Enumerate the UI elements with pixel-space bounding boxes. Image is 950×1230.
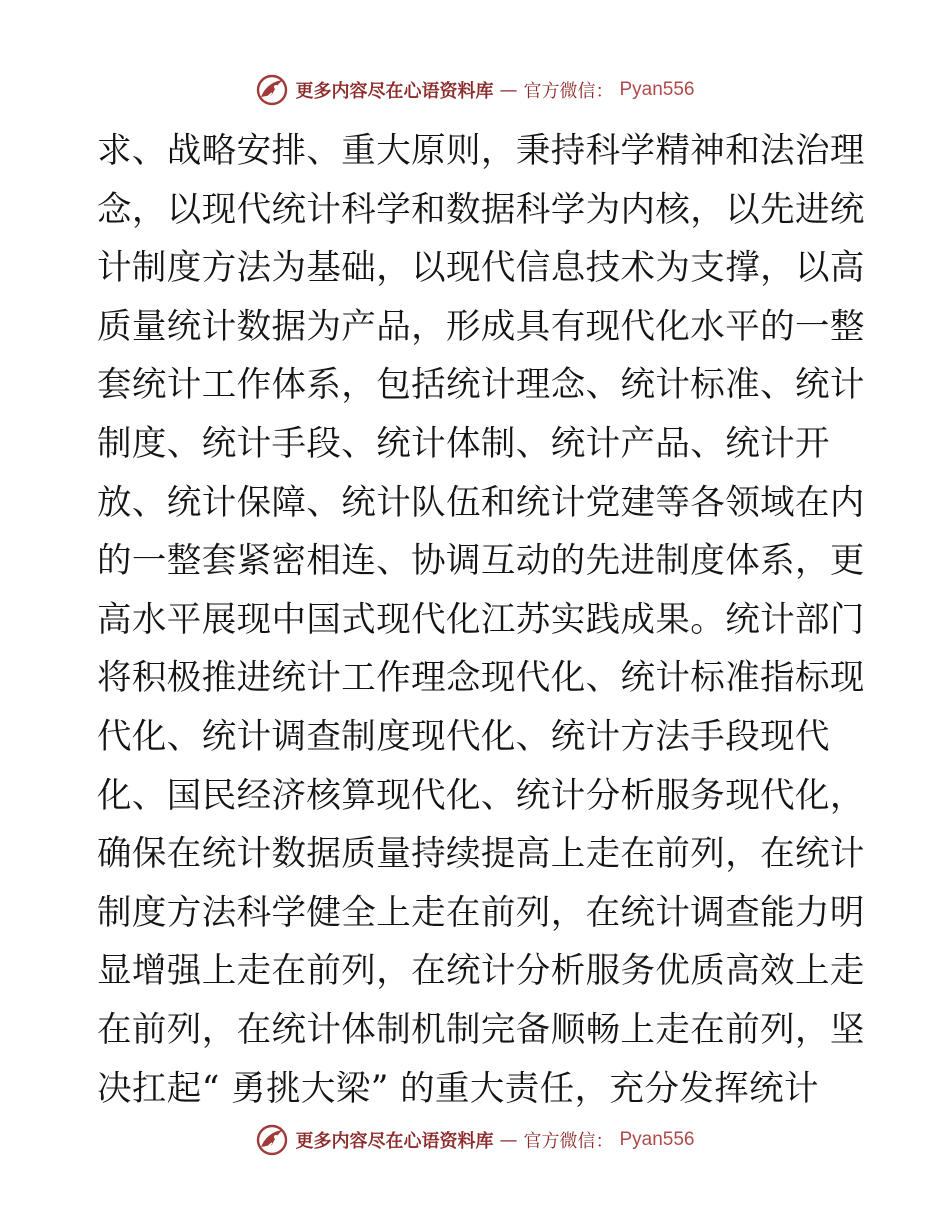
document-body xyxy=(97,122,865,1118)
page-header xyxy=(0,70,950,110)
pen-nib-logo-icon xyxy=(255,73,289,107)
body-line: 的一整套紧密相连、协调互动的先进制度体系，更 xyxy=(97,541,865,582)
body-line: 计制度方法为基础，以现代信息技术为支撑，以高 xyxy=(97,248,865,289)
body-line: 在前列，在统计体制机制完备顺畅上走在前列，坚 xyxy=(97,1009,865,1050)
body-line: 高水平展现中国式现代化江苏实践成果。统计部门 xyxy=(97,599,865,640)
header-separator: — xyxy=(499,79,518,101)
body-line: 决扛起“ 勇挑大梁” 的重大责任，充分发挥统计 xyxy=(97,1068,819,1109)
header-brand-text: 更多内容尽在心语资料库 xyxy=(295,81,494,102)
footer-wechat-id: Pyan556 xyxy=(619,1129,695,1150)
body-line: 念，以现代统计科学和数据科学为内核，以先进统 xyxy=(97,189,865,230)
body-line: 代化、统计调查制度现代化、统计方法手段现代 xyxy=(97,716,830,757)
footer-wechat-label: 官方微信： xyxy=(523,1131,614,1152)
footer-brand-text: 更多内容尽在心语资料库 xyxy=(295,1131,494,1152)
footer-brand xyxy=(255,1123,694,1157)
body-line: 显增强上走在前列，在统计分析服务优质高效上走 xyxy=(97,951,865,992)
header-brand xyxy=(255,73,694,107)
body-line: 制度、统计手段、统计体制、统计产品、统计开 xyxy=(97,423,830,464)
body-line: 制度方法科学健全上走在前列，在统计调查能力明 xyxy=(97,892,865,933)
body-line: 求、战略安排、重大原则，秉持科学精神和法治理 xyxy=(97,131,865,171)
header-wechat-label: 官方微信： xyxy=(523,81,614,102)
pen-nib-logo-icon xyxy=(255,1123,289,1157)
body-line: 放、统计保障、统计队伍和统计党建等各领域在内 xyxy=(97,482,865,523)
body-line: 确保在统计数据质量持续提高上走在前列，在统计 xyxy=(97,834,865,875)
body-line: 套统计工作体系，包括统计理念、统计标准、统计 xyxy=(97,365,865,406)
header-wechat-id: Pyan556 xyxy=(619,79,695,100)
footer-separator: — xyxy=(499,1129,518,1151)
body-line: 质量统计数据为产品，形成具有现代化水平的一整 xyxy=(97,306,865,347)
page-footer xyxy=(0,1120,950,1160)
body-line: 化、国民经济核算现代化、统计分析服务现代化， xyxy=(97,775,865,816)
body-line: 将积极推进统计工作理念现代化、统计标准指标现 xyxy=(97,658,865,699)
